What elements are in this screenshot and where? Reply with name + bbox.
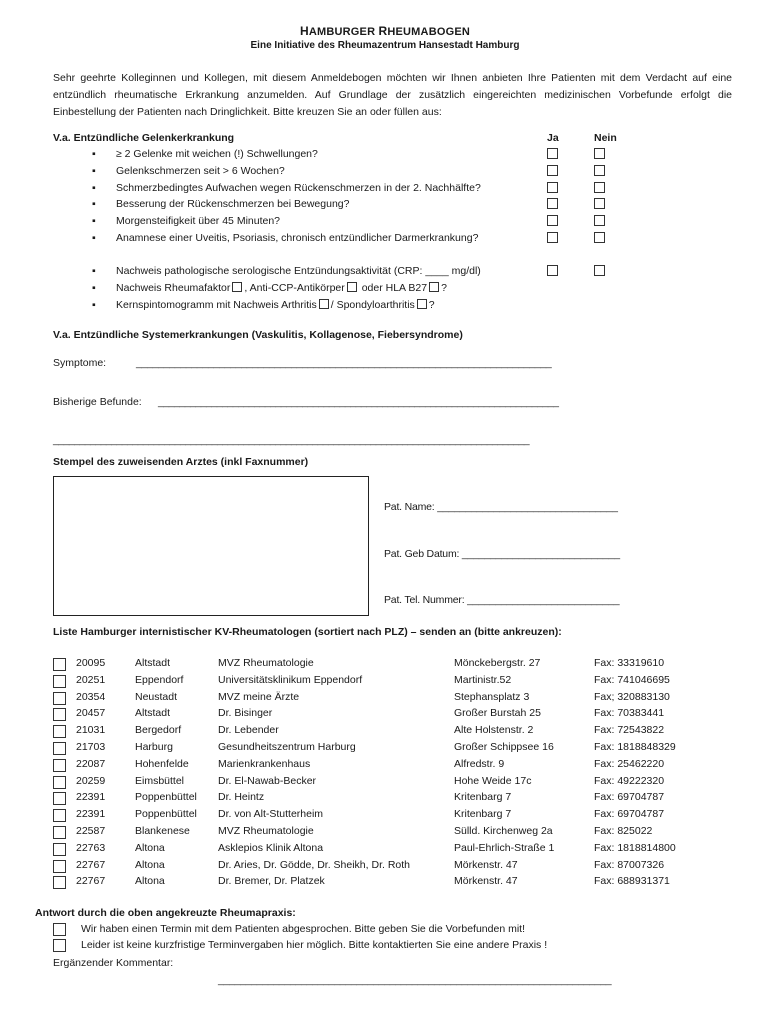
street-cell: Großer Schippsee 16	[454, 741, 554, 753]
district-cell: Poppenbüttel	[135, 808, 197, 821]
checkbox-question-5-no[interactable]	[594, 215, 605, 226]
fax-cell: Fax; 320883130	[594, 690, 670, 703]
fax-cell: Fax: 1818848329	[594, 741, 676, 753]
street-cell: Kritenbarg 7	[454, 808, 512, 821]
plz-cell: 20095	[76, 657, 106, 669]
checkbox-question-6-yes[interactable]	[547, 232, 558, 243]
plz-cell: 21031	[76, 724, 106, 737]
checkbox-practice-8[interactable]	[53, 776, 66, 789]
checkbox-practice-10[interactable]	[53, 809, 66, 822]
section-heading-gelenk: V.a. Entzündliche Gelenkerkrankung	[53, 132, 235, 144]
street-cell: Martinistr.52	[454, 673, 512, 686]
answer-heading: Antwort durch die oben angekreuzte Rheumapraxis:	[35, 907, 296, 919]
practice-name-cell: Asklepios Klinik Altona	[218, 841, 324, 854]
checkbox-question-6-no[interactable]	[594, 232, 605, 243]
practice-name-cell: Dr. von Alt-Stutterheim	[218, 808, 324, 821]
checkbox-question-4-no[interactable]	[594, 198, 605, 209]
district-cell: Eimsbüttel	[135, 774, 185, 787]
district-cell: Neustadt	[135, 690, 178, 703]
district-cell: Blankenese	[135, 825, 190, 837]
befunde-label: Bisherige Befunde:	[53, 396, 142, 408]
district-cell: Altstadt	[135, 657, 171, 669]
street-cell: Kritenbarg 7	[454, 791, 512, 804]
fax-cell: Fax: 69704787	[594, 808, 665, 821]
checkbox-arthritis[interactable]	[319, 299, 329, 309]
checkbox-spondyloarthritis[interactable]	[417, 299, 427, 309]
practice-name-cell: Universitätsklinikum Eppendorf	[218, 673, 363, 686]
plz-cell: 22391	[76, 808, 106, 821]
comment-label: Ergänzender Kommentar:	[53, 957, 174, 969]
checkbox-rheumafaktor[interactable]	[232, 282, 242, 292]
district-cell: Altona	[135, 841, 165, 854]
patient-birthdate-field[interactable]: Pat. Geb Datum: ____________________________	[384, 548, 620, 560]
checkbox-practice-4[interactable]	[53, 708, 66, 721]
plz-cell: 22087	[76, 757, 106, 770]
list-heading: Liste Hamburger internistischer KV-Rheumatologen (sortiert nach PLZ) – senden an (bitte ankreuzen):	[53, 626, 562, 638]
practice-name-cell: Dr. Aries, Dr. Gödde, Dr. Sheikh, Dr. Roth	[218, 858, 410, 871]
fax-cell: Fax: 49222320	[594, 774, 665, 787]
plz-cell: 20354	[76, 690, 106, 703]
district-cell: Bergedorf	[135, 724, 182, 737]
fax-cell: Fax: 25462220	[594, 757, 665, 770]
street-cell: Mörkenstr. 47	[454, 875, 518, 888]
practice-name-cell: Dr. El-Nawab-Becker	[218, 774, 317, 787]
street-cell: Mörkenstr. 47	[454, 858, 518, 871]
street-cell: Großer Burstah 25	[454, 707, 541, 720]
plz-cell: 22391	[76, 791, 106, 804]
page-title: HAMBURGER RHEUMABOGEN	[299, 24, 471, 38]
checkbox-anti-ccp[interactable]	[347, 282, 357, 292]
checkbox-practice-7[interactable]	[53, 759, 66, 772]
checkbox-practice-3[interactable]	[53, 692, 66, 705]
fax-cell: Fax: 87007326	[594, 858, 665, 871]
street-cell: Alte Holstenstr. 2	[454, 724, 534, 737]
street-cell: Mönckebergstr. 27	[454, 657, 541, 669]
patient-name-field[interactable]: Pat. Name: ________________________________	[384, 501, 618, 513]
street-cell: Sülld. Kirchenweg 2a	[454, 825, 553, 837]
fax-cell: Fax: 33319610	[594, 657, 665, 669]
practice-name-cell: Dr. Bisinger	[218, 707, 273, 720]
checkbox-question-3-no[interactable]	[594, 182, 605, 193]
patient-phone-field[interactable]: Pat. Tel. Nummer: ___________________________	[384, 594, 620, 606]
symptome-field[interactable]: ___________________________________________________________________________	[136, 357, 552, 369]
befunde-field[interactable]: ___________________________________________________________________________	[158, 396, 559, 408]
street-cell: Hohe Weide 17c	[454, 774, 532, 787]
checkbox-practice-14[interactable]	[53, 876, 66, 889]
checkbox-practice-11[interactable]	[53, 826, 66, 839]
fax-cell: Fax: 72543822	[594, 724, 665, 737]
plz-cell: 22587	[76, 825, 106, 837]
district-cell: Altona	[135, 858, 165, 871]
checkbox-crp-yes[interactable]	[547, 265, 558, 276]
checkbox-practice-9[interactable]	[53, 792, 66, 805]
fax-cell: Fax: 70383441	[594, 707, 665, 720]
checkbox-question-1-yes[interactable]	[547, 148, 558, 159]
checkbox-practice-1[interactable]	[53, 658, 66, 671]
fax-cell: Fax: 69704787	[594, 791, 665, 804]
plz-cell: 20251	[76, 673, 106, 686]
checkbox-practice-13[interactable]	[53, 860, 66, 873]
practice-name-cell: Dr. Bremer, Dr. Platzek	[218, 875, 325, 888]
plz-cell: 20259	[76, 774, 106, 787]
plz-cell: 22767	[76, 858, 106, 871]
street-cell: Stephansplatz 3	[454, 690, 530, 703]
checkbox-question-5-yes[interactable]	[547, 215, 558, 226]
comment-field[interactable]: _______________________________________________________________________	[218, 974, 612, 986]
practice-name-cell: Dr. Heintz	[218, 791, 265, 804]
practice-name-cell: Marienkrankenhaus	[218, 757, 311, 770]
column-header-no: Nein	[594, 132, 617, 144]
checkbox-question-3-yes[interactable]	[547, 182, 558, 193]
district-cell: Eppendorf	[135, 673, 184, 686]
street-cell: Paul-Ehrlich-Straße 1	[454, 841, 555, 854]
fax-cell: Fax: 1818814800	[594, 841, 676, 854]
practice-name-cell: MVZ Rheumatologie	[218, 825, 314, 837]
checkbox-answer-2[interactable]	[53, 939, 66, 952]
checkbox-hla-b27[interactable]	[429, 282, 439, 292]
practice-name-cell: MVZ Rheumatologie	[218, 657, 314, 669]
plz-cell: 20457	[76, 707, 106, 720]
plz-cell: 22763	[76, 841, 106, 854]
stamp-box[interactable]	[53, 476, 369, 616]
district-cell: Poppenbüttel	[135, 791, 197, 804]
practice-name-cell: MVZ meine Ärzte	[218, 690, 300, 703]
section-heading-system: V.a. Entzündliche Systemerkrankungen (Vaskulitis, Kollagenose, Fiebersyndrome)	[53, 329, 463, 341]
checkbox-practice-12[interactable]	[53, 843, 66, 856]
plz-cell: 21703	[76, 741, 106, 753]
symptome-label: Symptome:	[53, 357, 107, 369]
extra-field[interactable]: __________________________________________________________________________________________	[53, 434, 530, 446]
fax-cell: Fax: 688931371	[594, 875, 670, 888]
checkbox-question-2-yes[interactable]	[547, 165, 558, 176]
fax-cell: Fax: 825022	[594, 825, 653, 837]
stamp-heading: Stempel des zuweisenden Arztes (inkl Faxnummer)	[53, 456, 309, 468]
practice-name-cell: Dr. Lebender	[218, 724, 279, 737]
practice-name-cell: Gesundheitszentrum Harburg	[218, 741, 356, 753]
column-header-yes: Ja	[547, 132, 559, 144]
checkbox-practice-6[interactable]	[53, 742, 66, 755]
district-cell: Hohenfelde	[135, 757, 189, 770]
district-cell: Altona	[135, 875, 165, 888]
checkbox-crp-no[interactable]	[594, 265, 605, 276]
checkbox-question-2-no[interactable]	[594, 165, 605, 176]
district-cell: Harburg	[135, 741, 173, 753]
checkbox-practice-5[interactable]	[53, 725, 66, 738]
checkbox-question-1-no[interactable]	[594, 148, 605, 159]
fax-cell: Fax: 741046695	[594, 673, 670, 686]
checkbox-practice-2[interactable]	[53, 675, 66, 688]
checkbox-answer-1[interactable]	[53, 923, 66, 936]
street-cell: Alfredstr. 9	[454, 757, 505, 770]
page-subtitle: Eine Initiative des Rheumazentrum Hansestadt Hamburg	[250, 40, 520, 51]
checkbox-question-4-yes[interactable]	[547, 198, 558, 209]
plz-cell: 22767	[76, 875, 106, 888]
district-cell: Altstadt	[135, 707, 171, 720]
intro-text: Sehr geehrte Kolleginnen und Kollegen, mit diesem Anmeldebogen möchten wir Ihnen anbieten Ihre Patienten mit dem Verdacht auf eine entzündlich rheumatische Erkrankung anzumelden. Auf Grundlage der zusätzlich eingereichten medizinischen Vorbefunde erfolgt die Einbestellung der Patienten nach Dringlichkeit. Bitte kreuzen Sie an oder füllen aus:	[53, 72, 732, 118]
